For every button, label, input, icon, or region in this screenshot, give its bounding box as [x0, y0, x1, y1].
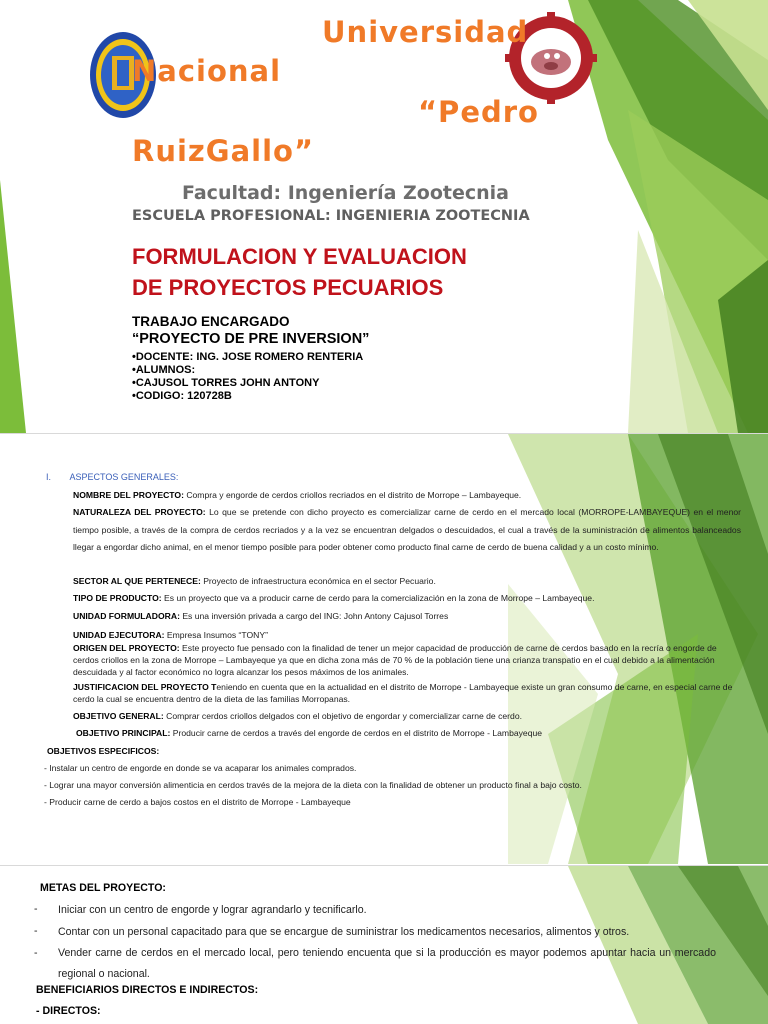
university-name-line4: RuizGallo”	[132, 134, 315, 168]
section-heading	[46, 472, 178, 482]
item-project-origin: ORIGEN DEL PROYECTO: Este proyecto fue pensado con la finalidad de tener un mejor capacidad de producción de carne de cerdos basado en la recría o engorde de cerdos criollos en la zona de Morrope – Lambayeque ya que en dicha zona más de 70 % de la población tiene una crianza transpatio en el cual debido a la alimentación descuidada y al factor económico no logra alcanzar los pesos máximos de los animales.	[73, 643, 717, 677]
item-general-objective: OBJETIVO GENERAL: Comprar cerdos criollos delgados con el objetivo de engordar y comercializar carne de cerdo.	[73, 711, 522, 721]
specific-objective-1: - Instalar un centro de engorde en donde se va acaparar los animales comprados.	[44, 763, 357, 773]
assignment-label: TRABAJO ENCARGADO	[132, 314, 290, 329]
school-label: ESCUELA PROFESIONAL: INGENIERIA ZOOTECNIA	[132, 208, 530, 224]
university-name-line2: Nacional	[132, 54, 282, 88]
goal-bullet: -	[34, 947, 38, 959]
item-executing-unit: UNIDAD EJECUTORA: Empresa Insumos “TONY”	[73, 630, 268, 640]
general-aspects-slide	[0, 434, 768, 864]
specific-objective-2: - Lograr una mayor conversión alimenticia en cerdos través de la mejora de la dieta con la finalidad de obtener un producto final a bajo costo.	[44, 780, 582, 790]
specific-objective-3: - Producir carne de cerdo a bajos costos en el distrito de Morrope - Lambayeque	[44, 797, 351, 807]
green-facet-decoration	[568, 0, 768, 433]
item-project-nature: NATURALEZA DEL PROYECTO: Lo que se pretende con dicho proyecto es comercializar carne de cerdo en el mercado local (MORROPE-LAMBAYEQUE) en el menor tiempo posible, a través de la compra de cerdos recriados y a la vez se encuentran delgados o descuidados, el cual a través de la suministración de alimentos balanceados llegar a engordar dicho animal, en el menor tiempo posible para poder obtener como producto final carne de cerdo de buena calidad y a un costo mínimo.	[73, 507, 741, 552]
goal-3: Vender carne de cerdos en el mercado local, pero teniendo encuenta que si la producción es mayor podemos apuntar hacia un mercado regional o nacional.	[58, 947, 716, 980]
course-title-line2: DE PROYECTOS PECUARIOS	[132, 275, 444, 300]
university-name-line3: “Pedro	[418, 95, 539, 129]
goal-bullet: -	[34, 903, 38, 915]
beneficiaries-title: BENEFICIARIOS DIRECTOS E INDIRECTOS:	[36, 984, 259, 996]
item-project-name: NOMBRE DEL PROYECTO: Compra y engorde de cerdos criollos recriados en el distrito de Morrope – Lambayeque.	[73, 490, 522, 500]
student-name-line: •CAJUSOL TORRES JOHN ANTONY	[132, 377, 320, 389]
goals-title: METAS DEL PROYECTO:	[40, 882, 166, 894]
goal-2: Contar con un personal capacitado para que se encargue de suministrar los medicamentos necesarios, alimentos y otros.	[58, 926, 630, 938]
section-title: ASPECTOS GENERALES:	[69, 472, 179, 482]
university-name-line1: Universidad	[322, 15, 529, 49]
section-number: I.	[46, 472, 52, 482]
course-title-line1: FORMULACION Y EVALUACION	[132, 244, 467, 269]
students-line: •ALUMNOS:	[132, 364, 196, 376]
title-slide	[0, 0, 768, 433]
project-label: “PROYECTO DE PRE INVERSION”	[132, 331, 370, 347]
item-main-objective: OBJETIVO PRINCIPAL: Producir carne de cerdos a través del engorde de cerdos en el distrito de Morrope - Lambayeque	[76, 728, 543, 738]
direct-beneficiaries-title: - DIRECTOS:	[36, 1005, 101, 1017]
item-product-type: TIPO DE PRODUCTO: Es un proyecto que va a producir carne de cerdo para la comercialización en la zona de Morrope – Lambayeque.	[73, 593, 595, 603]
goal-1: Iniciar con un centro de engorde y lograr agrandarlo y tecnificarlo.	[58, 904, 367, 916]
code-line: •CODIGO: 120728B	[132, 390, 232, 402]
item-sector: SECTOR AL QUE PERTENECE: Proyecto de infraestructura económica en el sector Pecuario.	[73, 576, 436, 586]
teacher-line: •DOCENTE: ING. JOSE ROMERO RENTERIA	[132, 351, 364, 363]
specific-objectives-title: OBJETIVOS ESPECIFICOS:	[47, 746, 160, 756]
project-goals-slide	[0, 866, 768, 1024]
left-green-stripe	[0, 0, 30, 433]
goal-bullet: -	[34, 925, 38, 937]
item-formulating-unit: UNIDAD FORMULADORA: Es una inversión privada a cargo del ING: John Antony Cajusol Torres	[73, 611, 449, 621]
item-justification: JUSTIFICACION DEL PROYECTO Teniendo en cuenta que en la actualidad en el distrito de Morrope - Lambayeque existe un gran consumo de carne, en especial carne de cerdo la cual se encuentra dentro de la dieta de las familias Morropanas.	[73, 682, 733, 704]
faculty-label: Facultad: Ingeniería Zootecnia	[182, 182, 510, 204]
